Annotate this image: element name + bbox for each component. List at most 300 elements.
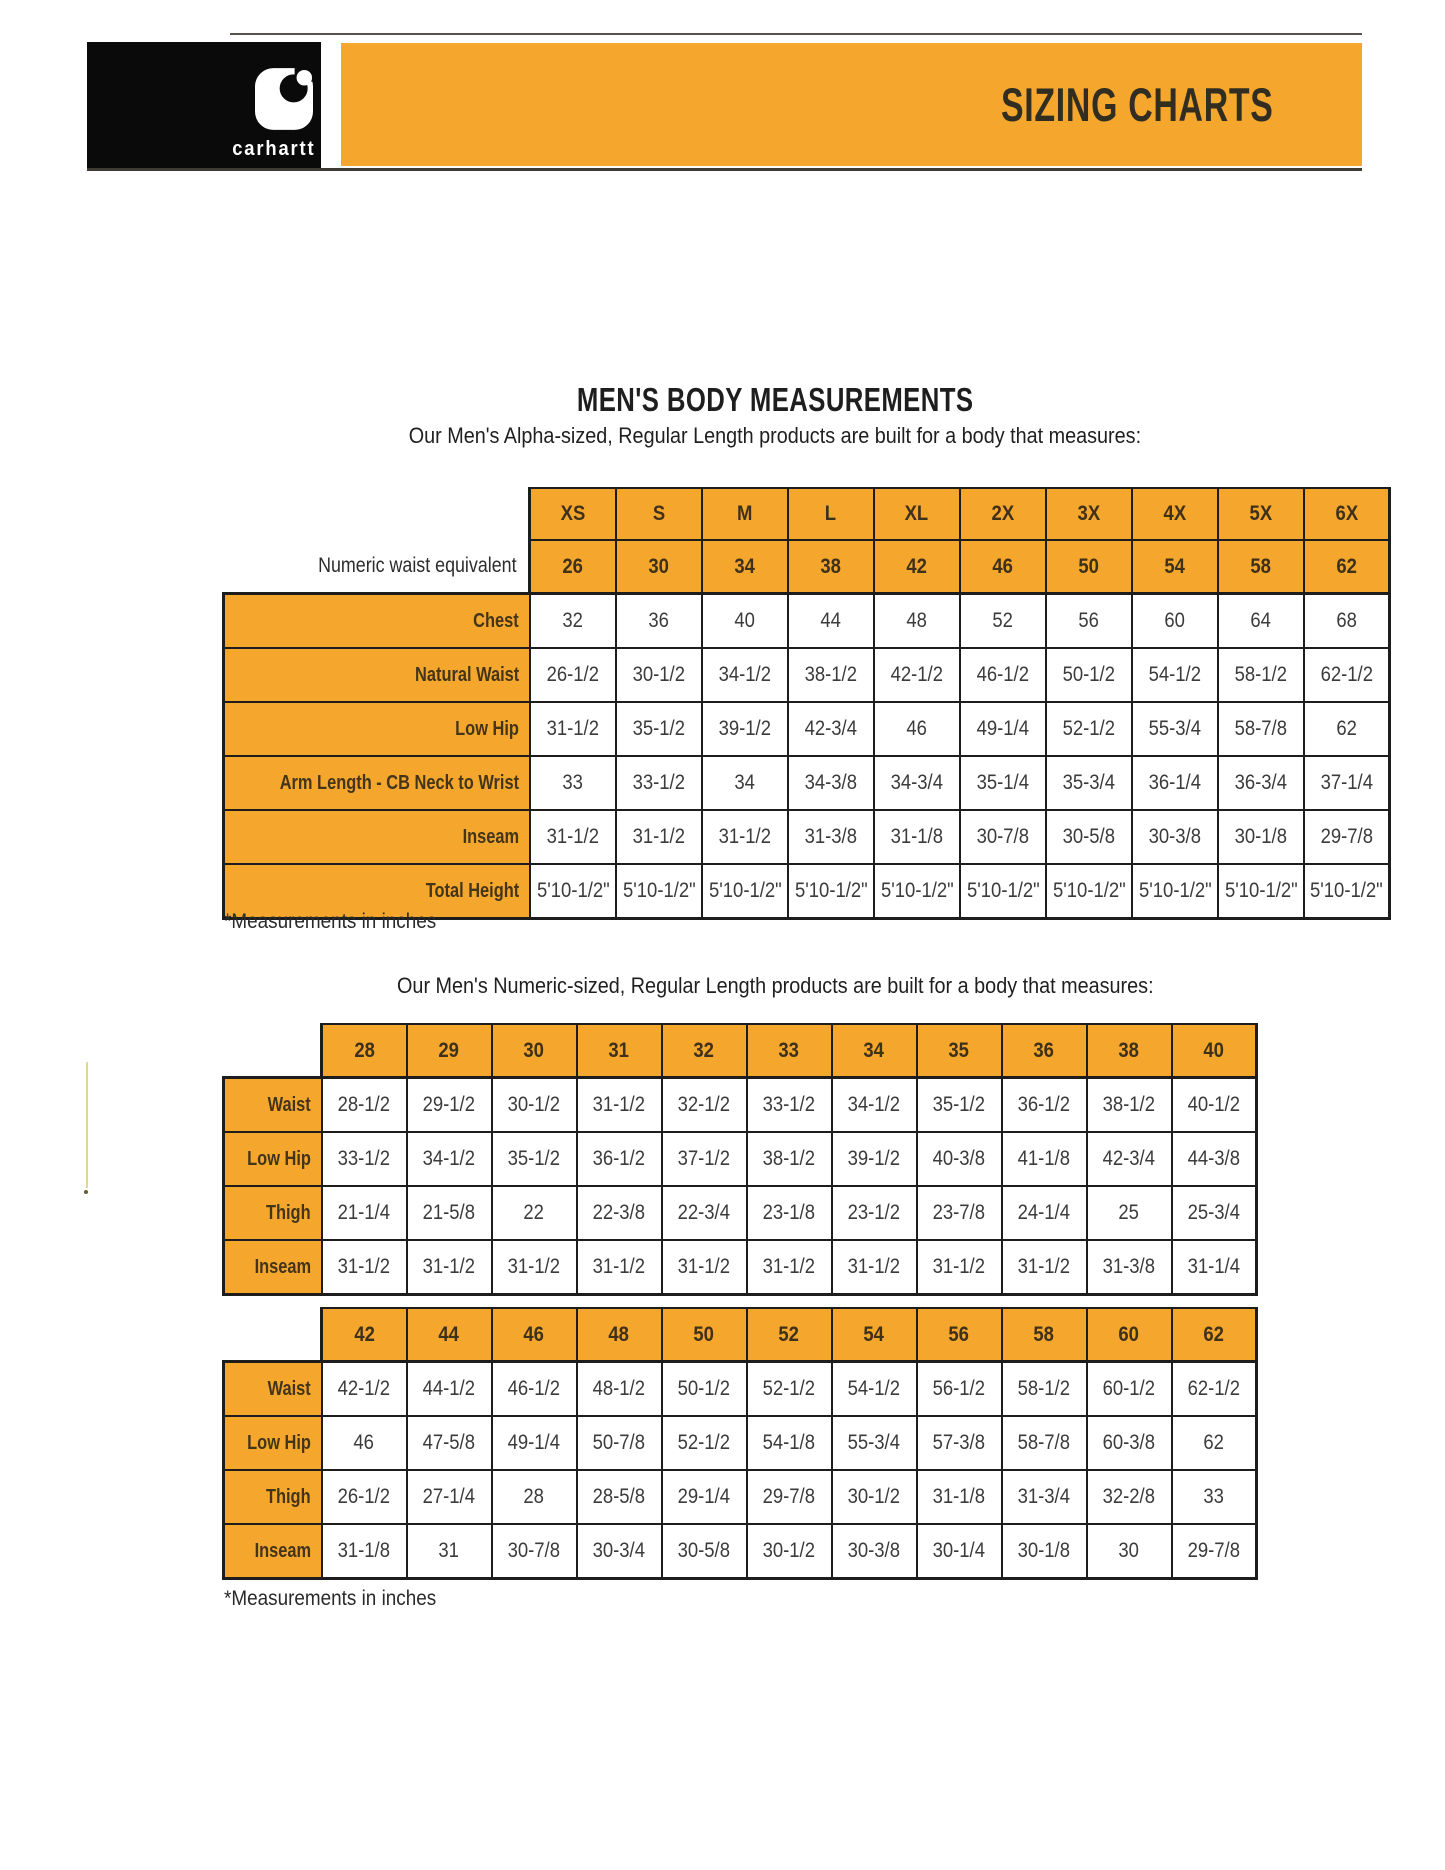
value-cell <box>1046 702 1132 756</box>
size-header-cell-text: 36 <box>1033 1038 1055 1062</box>
value-cell-text: 36-1/2 <box>1017 1093 1071 1116</box>
value-cell <box>1172 1078 1257 1133</box>
value-cell-text: 37-1/2 <box>677 1147 731 1170</box>
value-cell <box>874 594 960 649</box>
value-cell <box>407 1470 492 1524</box>
value-cell <box>407 1416 492 1470</box>
value-cell-text: 5'10-1/2" <box>708 879 782 902</box>
value-cell <box>874 648 960 702</box>
row-label-cell-text: Thigh <box>266 1201 311 1224</box>
value-cell-text: 55-3/4 <box>847 1431 901 1454</box>
value-cell <box>917 1416 1002 1470</box>
size-header-cell-text: 56 <box>948 1322 970 1346</box>
row-label-cell <box>224 1470 322 1524</box>
value-cell <box>832 1362 917 1417</box>
value-cell-text: 31-1/2 <box>546 825 600 848</box>
value-cell-text: 58-7/8 <box>1234 717 1288 740</box>
value-cell-text: 42-1/2 <box>337 1377 391 1400</box>
value-cell-text: 38-1/2 <box>804 663 858 686</box>
table-row <box>224 540 1390 594</box>
size-header-cell <box>747 1024 832 1078</box>
size-header-cell-text: 35 <box>948 1038 970 1062</box>
value-cell <box>788 648 874 702</box>
value-cell-text: 57-3/8 <box>932 1431 986 1454</box>
value-cell <box>832 1524 917 1579</box>
size-header-cell-text: 54 <box>1164 554 1186 578</box>
value-cell <box>917 1524 1002 1579</box>
row-label-cell-text: Low Hip <box>246 1431 311 1454</box>
size-header-cell <box>917 1024 1002 1078</box>
value-cell-text: 30-5/8 <box>677 1539 731 1562</box>
value-cell-text: 35-1/4 <box>976 771 1030 794</box>
value-cell <box>788 702 874 756</box>
value-cell <box>1046 756 1132 810</box>
value-cell <box>1172 1416 1257 1470</box>
size-header-cell-text: 54 <box>863 1322 885 1346</box>
value-cell <box>832 1078 917 1133</box>
value-cell <box>1304 756 1390 810</box>
alpha-intro-text: Our Men's Alpha-sized, Regular Length products are built for a body that measures: <box>408 423 1142 448</box>
value-cell-text: 41-1/8 <box>1017 1147 1071 1170</box>
value-cell <box>1218 864 1304 919</box>
corner-blank-cell <box>224 1024 322 1078</box>
value-cell <box>577 1470 662 1524</box>
value-cell-text: 31-1/2 <box>546 717 600 740</box>
row-label-cell <box>224 702 530 756</box>
numeric-size-table-42-62 <box>222 1307 1258 1580</box>
size-header-cell <box>1087 1308 1172 1362</box>
size-header-cell-text: 44 <box>438 1322 460 1346</box>
value-cell <box>616 594 702 649</box>
value-cell <box>1087 1186 1172 1240</box>
value-cell <box>1087 1470 1172 1524</box>
value-cell-text: 40-1/2 <box>1187 1093 1240 1116</box>
value-cell <box>1002 1078 1087 1133</box>
value-cell-text: 29-7/8 <box>762 1485 816 1508</box>
print-artifact-line <box>86 1062 88 1188</box>
value-cell-text: 49-1/4 <box>507 1431 561 1454</box>
value-cell <box>960 594 1046 649</box>
value-cell-text: 49-1/4 <box>976 717 1030 740</box>
banner-bottom-rule <box>87 168 1362 171</box>
value-cell-text: 5'10-1/2" <box>1224 879 1298 902</box>
value-cell <box>1304 648 1390 702</box>
table-row <box>224 488 1390 540</box>
value-cell <box>1132 648 1218 702</box>
row-label-cell <box>224 1240 322 1295</box>
value-cell-text: 31-1/8 <box>932 1485 986 1508</box>
table-row <box>224 1470 1257 1524</box>
value-cell <box>874 864 960 919</box>
value-cell <box>492 1362 577 1417</box>
value-cell <box>747 1078 832 1133</box>
value-cell-text: 34 <box>734 771 756 794</box>
value-cell <box>322 1132 407 1186</box>
size-header-cell <box>662 1024 747 1078</box>
value-cell-text: 31-1/2 <box>592 1093 646 1116</box>
value-cell-text: 35-1/2 <box>507 1147 561 1170</box>
value-cell <box>1087 1132 1172 1186</box>
value-cell <box>662 1524 747 1579</box>
value-cell-text: 27-1/4 <box>422 1485 476 1508</box>
value-cell-text: 30-1/8 <box>1234 825 1288 848</box>
value-cell <box>530 702 616 756</box>
value-cell-text: 48 <box>906 609 928 632</box>
size-header-cell <box>616 540 702 594</box>
size-header-cell-text: 30 <box>523 1038 545 1062</box>
value-cell-text: 58-7/8 <box>1017 1431 1071 1454</box>
value-cell <box>832 1240 917 1295</box>
value-cell-text: 31-1/2 <box>632 825 686 848</box>
size-header-cell-text: 34 <box>863 1038 885 1062</box>
value-cell <box>874 702 960 756</box>
section-title <box>222 381 1328 419</box>
value-cell <box>1132 702 1218 756</box>
value-cell <box>1172 1240 1257 1295</box>
table-row <box>224 1308 1257 1362</box>
table-row <box>224 1362 1257 1417</box>
value-cell <box>917 1240 1002 1295</box>
value-cell-text: 28-1/2 <box>337 1093 391 1116</box>
size-header-cell <box>1218 540 1304 594</box>
value-cell <box>1046 810 1132 864</box>
value-cell-text: 62-1/2 <box>1187 1377 1240 1400</box>
value-cell-text: 31-1/2 <box>762 1255 816 1278</box>
size-header-cell <box>577 1024 662 1078</box>
value-cell <box>1002 1524 1087 1579</box>
size-header-cell <box>747 1308 832 1362</box>
value-cell-text: 56 <box>1078 609 1100 632</box>
value-cell-text: 30-5/8 <box>1062 825 1116 848</box>
value-cell-text: 50-1/2 <box>677 1377 731 1400</box>
value-cell-text: 68 <box>1336 609 1357 632</box>
alpha-size-table <box>222 487 1391 920</box>
size-header-cell-text: 46 <box>523 1322 545 1346</box>
size-header-cell-text: 33 <box>778 1038 800 1062</box>
print-artifact-dot <box>84 1190 88 1194</box>
carhartt-wordmark: carhartt <box>231 138 315 160</box>
size-header-cell <box>1002 1024 1087 1078</box>
value-cell-text: 54-1/2 <box>847 1377 901 1400</box>
size-header-cell-text: 38 <box>820 554 842 578</box>
size-header-cell <box>577 1308 662 1362</box>
row-label-cell-text: Inseam <box>254 1255 311 1278</box>
value-cell <box>1087 1240 1172 1295</box>
header-banner <box>341 43 1362 166</box>
size-header-cell <box>832 1308 917 1362</box>
value-cell <box>407 1240 492 1295</box>
value-cell-text: 35-1/2 <box>932 1093 986 1116</box>
value-cell <box>577 1524 662 1579</box>
value-cell <box>530 648 616 702</box>
size-header-cell-text: 31 <box>608 1038 630 1062</box>
value-cell-text: 30-3/4 <box>592 1539 646 1562</box>
size-header-cell <box>530 540 616 594</box>
size-header-cell-text: 50 <box>693 1322 715 1346</box>
value-cell <box>1087 1362 1172 1417</box>
value-cell <box>577 1186 662 1240</box>
value-cell-text: 30 <box>1118 1539 1140 1562</box>
size-header-cell <box>1087 1024 1172 1078</box>
row-label-cell <box>224 1524 322 1579</box>
value-cell <box>407 1524 492 1579</box>
size-header-cell <box>702 540 788 594</box>
row-label-cell <box>224 756 530 810</box>
size-header-cell <box>492 1024 577 1078</box>
row-label-cell-text: Chest <box>473 609 520 632</box>
size-header-cell <box>960 488 1046 540</box>
value-cell-text: 56-1/2 <box>932 1377 986 1400</box>
value-cell-text: 5'10-1/2" <box>1052 879 1126 902</box>
value-cell-text: 44 <box>820 609 842 632</box>
size-header-cell-text: 60 <box>1118 1322 1140 1346</box>
value-cell-text: 31-3/8 <box>804 825 858 848</box>
value-cell-text: 64 <box>1250 609 1272 632</box>
value-cell <box>577 1240 662 1295</box>
value-cell <box>1172 1470 1257 1524</box>
value-cell <box>747 1362 832 1417</box>
value-cell-text: 28 <box>523 1485 545 1508</box>
value-cell <box>747 1416 832 1470</box>
value-cell-text: 22 <box>523 1201 545 1224</box>
value-cell <box>1218 756 1304 810</box>
size-header-cell <box>1304 488 1390 540</box>
alpha-footnote-text: *Measurements in inches <box>224 910 437 933</box>
value-cell <box>1172 1362 1257 1417</box>
value-cell <box>322 1362 407 1417</box>
value-cell <box>874 810 960 864</box>
value-cell-text: 33-1/2 <box>632 771 686 794</box>
value-cell-text: 35-3/4 <box>1062 771 1116 794</box>
size-header-cell <box>1002 1308 1087 1362</box>
row-label-cell <box>224 540 530 594</box>
value-cell <box>702 810 788 864</box>
value-cell-text: 55-3/4 <box>1148 717 1202 740</box>
value-cell <box>832 1186 917 1240</box>
value-cell-text: 30-1/2 <box>762 1539 816 1562</box>
value-cell <box>1304 702 1390 756</box>
value-cell <box>1172 1524 1257 1579</box>
value-cell-text: 21-5/8 <box>422 1201 476 1224</box>
value-cell-text: 24-1/4 <box>1017 1201 1071 1224</box>
value-cell-text: 60-1/2 <box>1102 1377 1156 1400</box>
size-header-cell-text: 2X <box>991 502 1015 525</box>
size-header-cell <box>1218 488 1304 540</box>
carhartt-logo-box <box>87 42 321 168</box>
alpha-footnote <box>224 910 460 934</box>
value-cell <box>577 1132 662 1186</box>
value-cell-text: 52-1/2 <box>677 1431 731 1454</box>
value-cell <box>616 648 702 702</box>
size-header-cell-text: 4X <box>1163 502 1187 525</box>
table-row <box>224 1240 1257 1295</box>
size-header-cell <box>322 1308 407 1362</box>
value-cell <box>492 1132 577 1186</box>
value-cell-text: 42-1/2 <box>890 663 944 686</box>
row-label-cell <box>224 810 530 864</box>
value-cell <box>662 1240 747 1295</box>
section-title-text: MEN'S BODY MEASUREMENTS <box>576 381 974 418</box>
table-row <box>224 1524 1257 1579</box>
value-cell <box>1218 810 1304 864</box>
value-cell <box>832 1416 917 1470</box>
size-header-cell-text: 38 <box>1118 1038 1140 1062</box>
value-cell-text: 5'10-1/2" <box>536 879 610 902</box>
size-header-cell-text: 42 <box>353 1322 375 1346</box>
value-cell <box>530 864 616 919</box>
value-cell-text: 31-1/8 <box>337 1539 391 1562</box>
value-cell <box>1002 1132 1087 1186</box>
value-cell-text: 21-1/4 <box>337 1201 391 1224</box>
value-cell <box>702 594 788 649</box>
value-cell-text: 33 <box>562 771 584 794</box>
value-cell <box>747 1186 832 1240</box>
table-row <box>224 1132 1257 1186</box>
value-cell-text: 62-1/2 <box>1320 663 1373 686</box>
value-cell <box>662 1186 747 1240</box>
value-cell-text: 33-1/2 <box>762 1093 816 1116</box>
value-cell <box>832 1470 917 1524</box>
size-header-cell-text: 58 <box>1250 554 1272 578</box>
size-header-cell <box>1046 488 1132 540</box>
value-cell-text: 31 <box>438 1539 460 1562</box>
value-cell-text: 58-1/2 <box>1234 663 1288 686</box>
table-row <box>224 1416 1257 1470</box>
value-cell <box>1046 864 1132 919</box>
numeric-intro <box>222 973 1328 999</box>
carhartt-c-icon <box>255 67 313 131</box>
value-cell-text: 31-1/2 <box>337 1255 391 1278</box>
value-cell-text: 34-1/2 <box>718 663 772 686</box>
value-cell-text: 46 <box>906 717 928 740</box>
value-cell-text: 34-1/2 <box>847 1093 901 1116</box>
value-cell-text: 44-1/2 <box>422 1377 476 1400</box>
value-cell-text: 22-3/8 <box>592 1201 646 1224</box>
value-cell <box>1218 648 1304 702</box>
value-cell <box>662 1362 747 1417</box>
value-cell-text: 36-1/4 <box>1148 771 1202 794</box>
value-cell <box>407 1078 492 1133</box>
value-cell <box>530 756 616 810</box>
table-row <box>224 594 1390 649</box>
value-cell-text: 22-3/4 <box>677 1201 731 1224</box>
value-cell <box>577 1078 662 1133</box>
value-cell-text: 31-1/2 <box>718 825 772 848</box>
size-header-cell-text: XS <box>560 502 586 525</box>
value-cell-text: 29-7/8 <box>1320 825 1373 848</box>
value-cell-text: 42-3/4 <box>1102 1147 1156 1170</box>
value-cell <box>662 1470 747 1524</box>
value-cell <box>874 756 960 810</box>
value-cell <box>960 810 1046 864</box>
value-cell <box>577 1416 662 1470</box>
size-header-cell <box>1172 1024 1257 1078</box>
size-header-cell-text: L <box>825 502 837 525</box>
value-cell <box>1046 648 1132 702</box>
value-cell-text: 39-1/2 <box>718 717 772 740</box>
value-cell-text: 48-1/2 <box>592 1377 646 1400</box>
value-cell-text: 31-1/2 <box>847 1255 901 1278</box>
size-header-cell <box>407 1024 492 1078</box>
size-header-cell <box>832 1024 917 1078</box>
value-cell-text: 31-1/2 <box>592 1255 646 1278</box>
value-cell-text: 31-1/2 <box>1017 1255 1071 1278</box>
size-header-cell-text: 42 <box>906 554 928 578</box>
size-header-cell-text: XL <box>905 502 929 525</box>
row-label-cell-text: Arm Length - CB Neck to Wrist <box>279 771 520 794</box>
value-cell <box>1132 594 1218 649</box>
size-header-cell <box>960 540 1046 594</box>
value-cell-text: 30-1/8 <box>1017 1539 1071 1562</box>
value-cell-text: 30-3/8 <box>847 1539 901 1562</box>
value-cell <box>788 756 874 810</box>
value-cell-text: 30-1/2 <box>847 1485 901 1508</box>
value-cell <box>1087 1078 1172 1133</box>
value-cell <box>788 810 874 864</box>
value-cell <box>702 756 788 810</box>
banner-top-rule <box>230 33 1362 35</box>
corner-blank-cell <box>224 1308 322 1362</box>
size-header-cell <box>616 488 702 540</box>
value-cell <box>1218 594 1304 649</box>
value-cell <box>702 648 788 702</box>
value-cell-text: 28-5/8 <box>592 1485 646 1508</box>
value-cell <box>747 1524 832 1579</box>
value-cell-text: 36-3/4 <box>1234 771 1288 794</box>
row-label-cell-text: Numeric waist equivalent <box>318 554 517 577</box>
row-label-cell-text: Inseam <box>462 825 520 848</box>
value-cell-text: 52-1/2 <box>1062 717 1116 740</box>
row-label-cell-text: Inseam <box>254 1539 311 1562</box>
value-cell <box>917 1186 1002 1240</box>
value-cell-text: 31-1/2 <box>422 1255 476 1278</box>
value-cell <box>788 864 874 919</box>
row-label-cell-text: Total Height <box>425 879 520 902</box>
row-label-cell-text: Low Hip <box>246 1147 311 1170</box>
value-cell-text: 40 <box>734 609 756 632</box>
size-header-cell <box>530 488 616 540</box>
row-label-cell <box>224 1362 322 1417</box>
value-cell-text: 29-1/2 <box>422 1093 476 1116</box>
size-header-cell-text: 29 <box>438 1038 460 1062</box>
value-cell <box>530 810 616 864</box>
value-cell <box>1087 1416 1172 1470</box>
value-cell <box>747 1470 832 1524</box>
value-cell-text: 29-1/4 <box>677 1485 731 1508</box>
value-cell-text: 30-7/8 <box>507 1539 561 1562</box>
value-cell-text: 23-7/8 <box>932 1201 986 1224</box>
size-header-cell <box>1172 1308 1257 1362</box>
value-cell-text: 38-1/2 <box>1102 1093 1156 1116</box>
numeric-footnote-text: *Measurements in inches <box>224 1587 437 1610</box>
row-label-cell <box>224 594 530 649</box>
size-header-cell <box>407 1308 492 1362</box>
value-cell-text: 50-1/2 <box>1062 663 1116 686</box>
value-cell <box>1087 1524 1172 1579</box>
value-cell-text: 31-1/2 <box>507 1255 561 1278</box>
numeric-footnote <box>224 1587 460 1611</box>
size-header-cell-text: 6X <box>1335 502 1358 525</box>
row-label-cell <box>224 1186 322 1240</box>
value-cell <box>662 1078 747 1133</box>
value-cell <box>960 648 1046 702</box>
value-cell-text: 50-7/8 <box>592 1431 646 1454</box>
row-label-cell <box>224 1416 322 1470</box>
value-cell <box>1304 864 1390 919</box>
value-cell <box>322 1240 407 1295</box>
size-header-cell <box>1046 540 1132 594</box>
row-label-cell-text: Natural Waist <box>414 663 520 686</box>
